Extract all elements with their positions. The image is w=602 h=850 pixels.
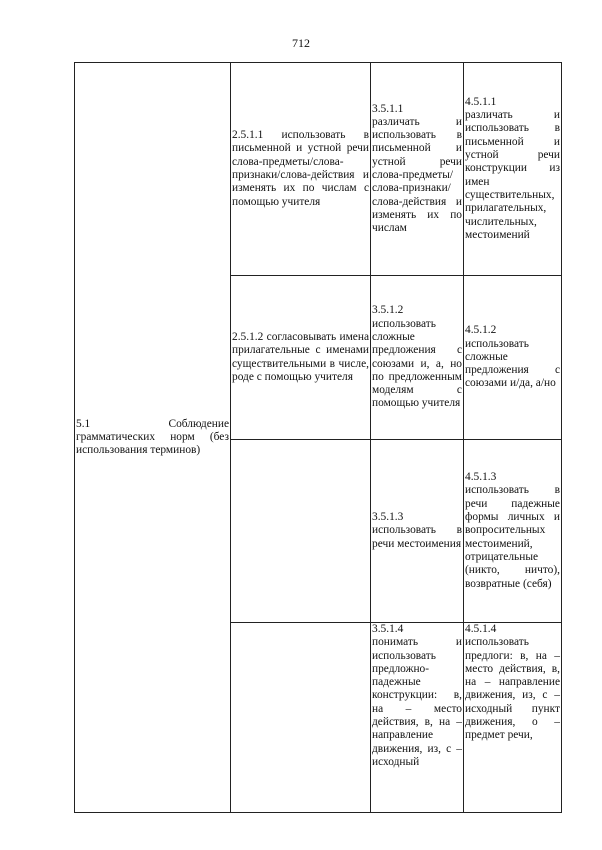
grade4-cell: 4.5.1.1 различать и использовать в письменной и устной речи конструкции из имен существительных, прилагательных, числительных, местоимений	[464, 63, 562, 276]
grade3-cell: 3.5.1.3 использовать в речи местоимения	[371, 440, 464, 623]
table-row	[75, 63, 562, 276]
grade3-cell: 3.5.1.4 понимать и использовать предложно-падежные конструкции: в, на – место действия, в, на – направление движения, из, с – исходный	[371, 623, 464, 813]
grade4-cell: 4.5.1.3 использовать в речи падежные формы личных и вопросительных местоимений, отрицательные (никто, ничто), возвратные (себя)	[464, 440, 562, 623]
grade2-cell	[231, 440, 371, 623]
grade3-cell: 3.5.1.2 использовать сложные предложения с союзами и, а, но по предложенным моделям с помощью учителя	[371, 276, 464, 440]
grade4-cell: 4.5.1.2 использовать сложные предложения с союзами и/да, а/но	[464, 276, 562, 440]
grade2-cell: 2.5.1.2 согласовывать имена прилагательные с именами существительными в числе, роде с помощью учителя	[231, 276, 371, 440]
grade3-cell: 3.5.1.1 различать и использовать в письменной и устной речи слова-предметы/слова-признаки/слова-действия и изменять их по числам	[371, 63, 464, 276]
grade4-cell: 4.5.1.4 использовать предлоги: в, на – место действия, в, на – направление движения, из, с – исходный пункт движения, о – предмет речи,	[464, 623, 562, 813]
page-number: 712	[292, 36, 310, 50]
grade2-cell: 2.5.1.1 использовать в письменной и устной речи слова-предметы/слова-признаки/слова-действия и изменять их по числам с помощью учителя	[231, 63, 371, 276]
grade2-cell	[231, 623, 371, 813]
curriculum-table	[74, 62, 562, 813]
subject-cell: 5.1 Соблюдение грамматических норм (без использования терминов)	[75, 63, 231, 813]
